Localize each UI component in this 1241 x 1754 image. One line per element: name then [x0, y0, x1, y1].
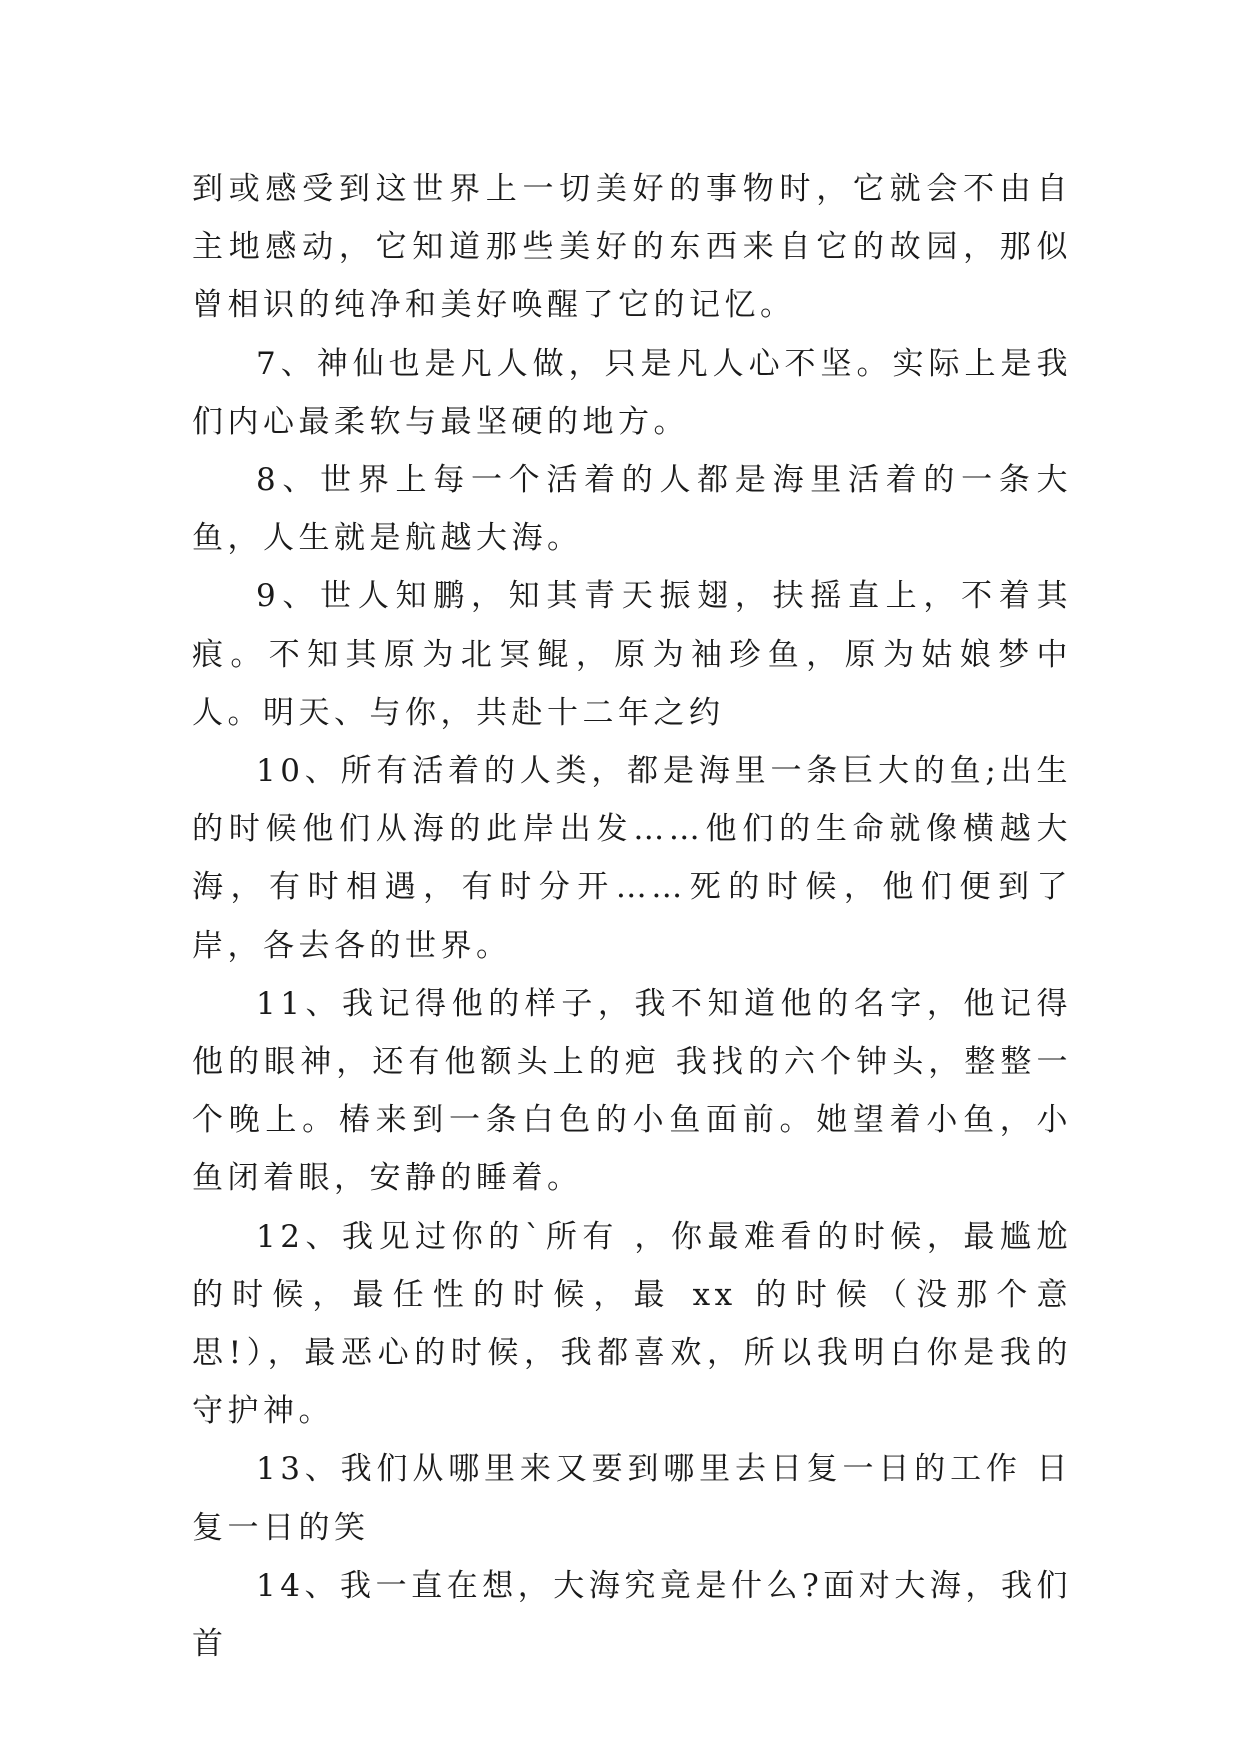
paragraph-12: 12、我见过你的`所有 ，你最难看的时候，最尴尬的时候，最任性的时候，最 xx 的时候（没那个意思!），最恶心的时候，我都喜欢，所以我明白你是我的守护神。 [192, 1218, 1072, 1430]
paragraph-13: 13、我们从哪里来又要到哪里去日复一日的工作 日复一日的笑 [192, 1451, 1072, 1546]
paragraph-10: 10、所有活着的人类，都是海里一条巨大的鱼;出生的时候他们从海的此岸出发……他们的生命就像横越大海，有时相遇，有时分开……死的时候，他们便到了岸，各去各的世界。 [192, 753, 1072, 964]
paragraph-7: 7、神仙也是凡人做，只是凡人心不坚。实际上是我们内心最柔软与最坚硬的地方。 [192, 345, 1072, 440]
paragraph-continuation: 到或感受到这世界上一切美好的事物时，它就会不由自主地感动，它知道那些美好的东西来自它的故园，那似曾相识的纯净和美好唤醒了它的记忆。 [192, 171, 1072, 324]
paragraph-11: 11、我记得他的样子，我不知道他的名字，他记得他的眼神，还有他额头上的疤 我找的六个钟头，整整一个晚上。椿来到一条白色的小鱼面前。她望着小鱼，小鱼闭着眼，安静的睡着。 [192, 985, 1072, 1197]
paragraph-9: 9、世人知鹏，知其青天振翅，扶摇直上，不着其痕。不知其原为北冥鲲，原为袖珍鱼，原为姑娘梦中人。明天、与你，共赴十二年之约 [192, 578, 1072, 731]
paragraph-14: 14、我一直在想，大海究竟是什么?面对大海，我们首 [192, 1567, 1072, 1663]
paragraph-8: 8、世界上每一个活着的人都是海里活着的一条大鱼，人生就是航越大海。 [192, 462, 1072, 557]
document-body [192, 160, 1072, 1673]
